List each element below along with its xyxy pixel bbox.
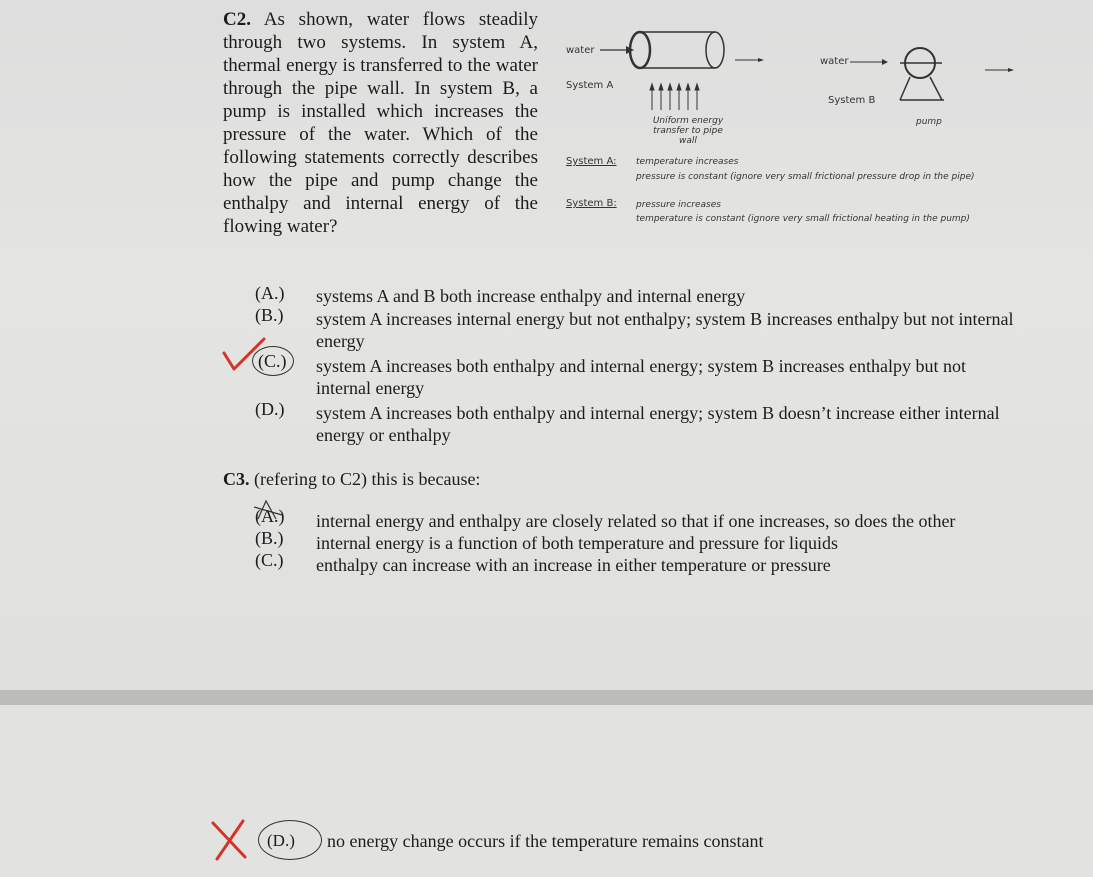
water-label-b: water: [820, 56, 849, 67]
c3-option-a-letter: (A.): [255, 506, 285, 526]
uniform-energy-label: [643, 116, 733, 146]
c3-number: C3.: [223, 469, 250, 489]
page-gap: [0, 690, 1093, 705]
pump-diagram: [850, 35, 1030, 115]
c3-question-text: (refering to C2) this is because:: [254, 469, 481, 489]
c2-number: C2.: [223, 9, 251, 30]
c3-option-d-text: no energy change occurs if the temperature remains constant: [327, 831, 764, 851]
system-a-label: System A: [566, 80, 614, 91]
note-a-line-2: pressure is constant (ignore very small frictional pressure drop in the pipe): [636, 172, 975, 182]
c2-option-b-text: system A increases internal energy but not enthalpy; system B increases enthalpy but not internal energy: [316, 309, 1014, 351]
pipe-diagram: [600, 30, 800, 120]
note-b-line-2: temperature is constant (ignore very small frictional heating in the pump): [636, 214, 970, 224]
c3-option-b-letter: (B.): [255, 528, 284, 548]
scribble-mark-icon: [250, 497, 290, 525]
note-a-line-1: temperature increases: [636, 157, 739, 167]
uniform-energy-text: Uniform energy transfer to pipe wall: [652, 116, 724, 146]
c2-option-b-letter: (B.): [255, 305, 284, 325]
c3-option-c-letter: (C.): [255, 550, 284, 570]
note-b-label: System B:: [566, 198, 617, 209]
pump-label: pump: [916, 117, 942, 127]
c2-option-d-text: system A increases both enthalpy and internal energy; system B doesn’t increase either internal energy or enthalpy: [316, 403, 1000, 445]
note-b-line-1: pressure increases: [636, 200, 721, 210]
c2-option-a-letter: (A.): [255, 283, 285, 303]
c2-option-c-letter: (C.): [258, 351, 287, 371]
c3-question: [223, 467, 480, 491]
note-a-label: System A:: [566, 156, 617, 167]
c2-option-c-text: system A increases both enthalpy and internal energy; system B increases enthalpy but not internal energy: [316, 356, 967, 398]
x-mark-icon: [205, 815, 255, 865]
c2-question-text: As shown, water flows steadily through two systems. In system A, thermal energy is transferred to the water through the pipe wall. In system B, a pump is installed which increases the pressure of the water. Which of the following statements correctly describes how the pipe and pump change the enthalpy and internal energy of the flowing water?: [223, 9, 538, 237]
water-label-a: water: [566, 45, 595, 56]
check-mark-icon: [220, 335, 270, 375]
c2-question: [223, 8, 538, 238]
c3-option-b-text: internal energy is a function of both temperature and pressure for liquids: [316, 533, 839, 553]
c2-option-a-text: systems A and B both increase enthalpy and internal energy: [316, 286, 746, 306]
c3-option-d-letter: (D.): [267, 831, 295, 850]
c3-option-c-text: enthalpy can increase with an increase in either temperature or pressure: [316, 555, 831, 575]
c2-option-d-letter: (D.): [255, 399, 285, 419]
c3-option-a-text: internal energy and enthalpy are closely related so that if one increases, so does the other: [316, 511, 956, 531]
system-b-label: System B: [828, 95, 876, 106]
